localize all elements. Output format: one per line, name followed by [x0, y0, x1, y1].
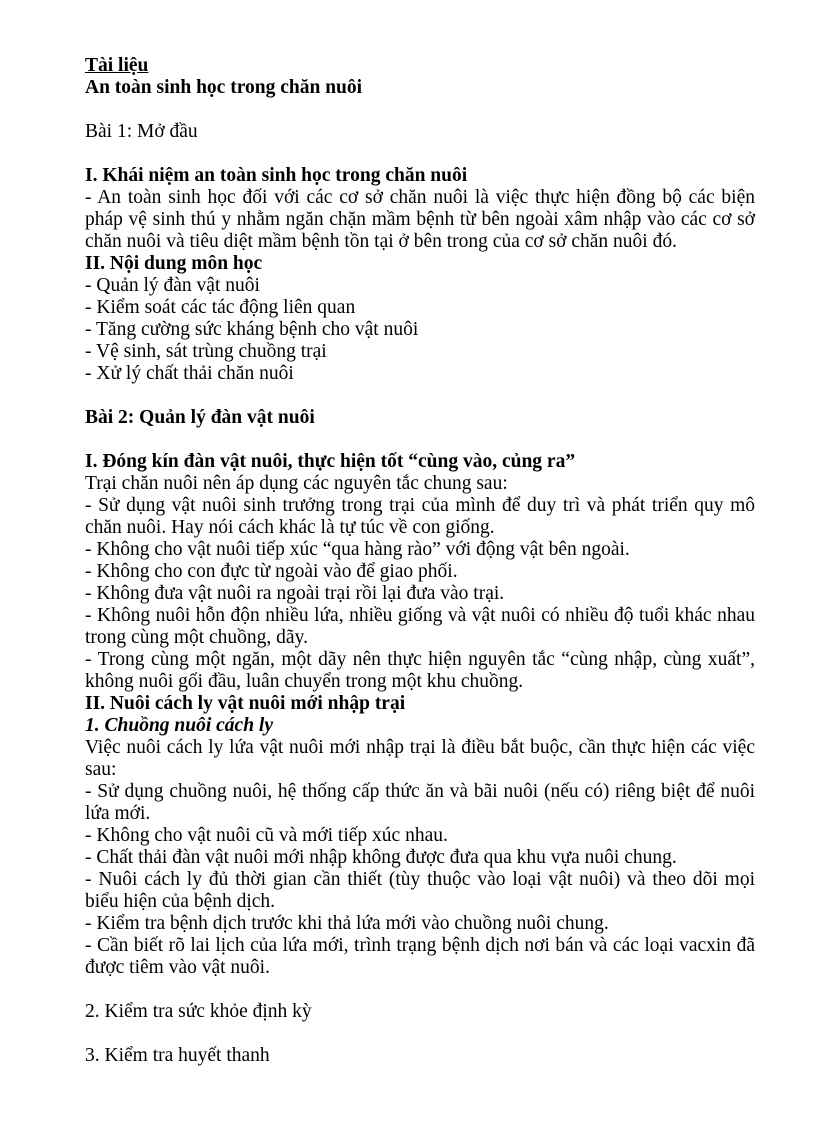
lesson2-sub1-item: - Sử dụng chuồng nuôi, hệ thống cấp thức ăn và bãi nuôi (nếu có) riêng biệt để nuôi lứa mới.	[85, 781, 755, 824]
lesson1-section2-heading: II. Nội dung môn học	[85, 253, 263, 274]
lesson2-sub3-heading: 3. Kiểm tra huyết thanh	[85, 1045, 270, 1066]
doc-subtitle: An toàn sinh học trong chăn nuôi	[85, 77, 363, 98]
lesson2-section1-item: - Trong cùng một ngăn, một dãy nên thực hiện nguyên tắc “cùng nhập, cùng xuất”, không nuôi gối đầu, luân chuyển trong một khu chuồng.	[85, 649, 755, 692]
doc-title: Tài liệu	[85, 55, 149, 76]
lesson2-section1-item: - Không đưa vật nuôi ra ngoài trại rồi lại đưa vào trại.	[85, 583, 505, 604]
lesson2-sub1-item: - Không cho vật nuôi cũ và mới tiếp xúc nhau.	[85, 825, 448, 846]
lesson2-section1-item: - Không cho vật nuôi tiếp xúc “qua hàng rào” với động vật bên ngoài.	[85, 539, 630, 560]
lesson1-section2-item: - Xử lý chất thải chăn nuôi	[85, 363, 294, 384]
lesson1-section2-item: - Quản lý đàn vật nuôi	[85, 275, 260, 296]
lesson1-section2-item: - Vệ sinh, sát trùng chuồng trại	[85, 341, 327, 362]
lesson2-sub1-item: - Cần biết rõ lai lịch của lứa mới, trình trạng bệnh dịch nơi bán và các loại vacxin đã được tiêm vào vật nuôi.	[85, 935, 755, 978]
lesson2-section1-item: - Không nuôi hỗn độn nhiều lứa, nhiều giống và vật nuôi có nhiều độ tuổi khác nhau trong cùng một chuồng, dãy.	[85, 605, 755, 648]
lesson2-section1-heading: I. Đóng kín đàn vật nuôi, thực hiện tốt “cùng vào, củng ra”	[85, 451, 576, 472]
lesson2-title: Bài 2: Quản lý đàn vật nuôi	[85, 407, 315, 428]
lesson2-sub1-intro: Việc nuôi cách ly lứa vật nuôi mới nhập trại là điều bắt buộc, cần thực hiện các việc sau:	[85, 737, 755, 780]
lesson2-section1-item: - Không cho con đực từ ngoài vào để giao phối.	[85, 561, 458, 582]
lesson2-sub2-heading: 2. Kiểm tra sức khỏe định kỳ	[85, 1001, 312, 1022]
lesson2-section1-item: - Sử dụng vật nuôi sinh trưởng trong trại của mình để duy trì và phát triển quy mô chăn nuôi. Hay nói cách khác là tự túc về con giống.	[85, 495, 755, 538]
lesson2-sub1-item: - Kiểm tra bệnh dịch trước khi thả lứa mới vào chuồng nuôi chung.	[85, 913, 609, 934]
lesson2-section2-heading: II. Nuôi cách ly vật nuôi mới nhập trại	[85, 693, 406, 714]
lesson1-section1-body: - An toàn sinh học đối với các cơ sở chăn nuôi là việc thực hiện đồng bộ các biện pháp vệ sinh thú y nhằm ngăn chặn mầm bệnh từ bên ngoài xâm nhập vào các cơ sở chăn nuôi và tiêu diệt mầm bệnh tồn tại ở bên trong của cơ sở chăn nuôi đó.	[85, 187, 755, 252]
lesson2-sub1-heading: 1. Chuồng nuôi cách ly	[85, 715, 274, 736]
lesson1-title: Bài 1: Mở đầu	[85, 121, 198, 142]
lesson2-sub1-item: - Chất thải đàn vật nuôi mới nhập không được đưa qua khu vựa nuôi chung.	[85, 847, 677, 868]
lesson2-section1-intro: Trại chăn nuôi nên áp dụng các nguyên tắc chung sau:	[85, 473, 508, 494]
lesson1-section1-heading: I. Khái niệm an toàn sinh học trong chăn nuôi	[85, 165, 468, 186]
lesson1-section2-item: - Kiểm soát các tác động liên quan	[85, 297, 356, 318]
lesson1-section2-item: - Tăng cường sức kháng bệnh cho vật nuôi	[85, 319, 419, 340]
lesson2-sub1-item: - Nuôi cách ly đủ thời gian cần thiết (tùy thuộc vào loại vật nuôi) và theo dõi mọi biểu hiện của bệnh dịch.	[85, 869, 755, 912]
